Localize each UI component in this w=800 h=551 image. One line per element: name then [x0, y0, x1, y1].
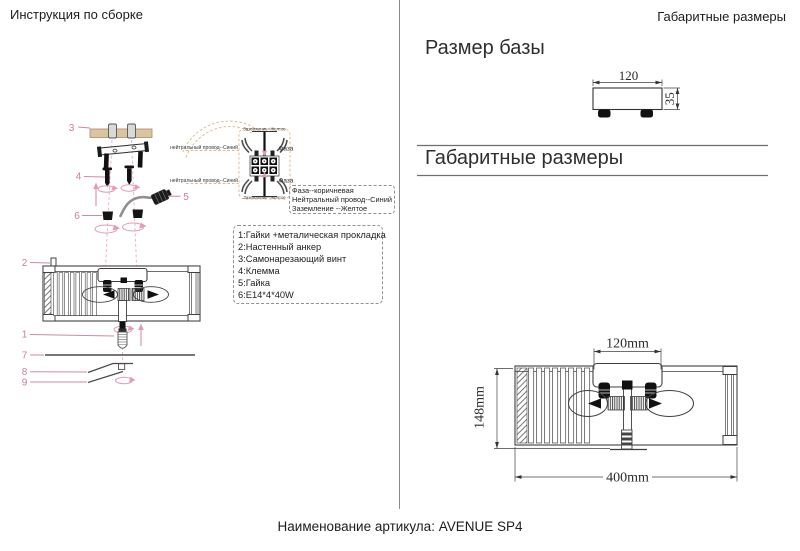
- panel-divider: [399, 0, 400, 509]
- legend-item: Фаза--коричневая: [292, 186, 354, 195]
- parts-list-item: 6:E14*4*40W: [238, 290, 294, 301]
- parts-list: [233, 225, 386, 304]
- parts-list-item: 5:Гайка: [238, 278, 271, 289]
- wall-lamp-drawing: [43, 258, 200, 383]
- ground-label-top: Заземление--Желтое: [243, 126, 286, 132]
- parts-list-item: 1:Гайки +металическая прокладка: [238, 230, 386, 240]
- article-name: Наименование артикула: AVENUE SP4: [277, 519, 523, 534]
- down-arrow-icon: [262, 151, 267, 156]
- fixing-screw: [118, 329, 127, 349]
- parts-list-item: 4:Клемма: [238, 266, 280, 277]
- callout-9: 9: [21, 377, 28, 389]
- right-panel-title: Габаритные размеры: [657, 9, 786, 24]
- left-panel-title: Инструкция по сборке: [10, 7, 143, 22]
- parts-list-item: 2:Настенный анкер: [238, 242, 322, 253]
- base-size-title: Размер базы: [425, 37, 545, 59]
- overall-size-title: Габаритные размеры: [425, 147, 624, 169]
- callout-6: 6: [74, 210, 80, 222]
- mounting-bracket: [97, 141, 149, 170]
- lamp-dimension-drawing: [473, 337, 738, 486]
- wiring-diagram: [170, 121, 294, 200]
- legend-item: Нейтральный провод--Синий: [292, 194, 392, 204]
- screws: [103, 166, 135, 188]
- lamp-height-dim: 148mm: [472, 386, 488, 429]
- base-depth-dim: 35: [662, 92, 677, 106]
- callout-4: 4: [75, 171, 82, 183]
- neutral-label-top: нейтральный провод--Синий: [169, 145, 238, 151]
- callout-8: 8: [21, 367, 28, 378]
- legend-item: Заземление --Желтое: [292, 203, 368, 213]
- callout-7: 7: [21, 350, 28, 362]
- dimensions-diagram: [400, 0, 800, 551]
- bracket-hook: [88, 364, 133, 373]
- bracket-rod: [88, 372, 123, 383]
- callout-1: 1: [21, 329, 28, 341]
- wire-color-legend: [289, 185, 395, 214]
- neutral-label-bottom: нейтральный провод--Синий: [169, 178, 238, 184]
- callout-2: 2: [21, 258, 28, 269]
- phase-label-bottom: Фаза: [278, 177, 294, 185]
- mounting-bar: [90, 124, 152, 138]
- callout-5: 5: [183, 191, 189, 203]
- lamp-width-dim: 400mm: [606, 470, 649, 486]
- parts-list-item: 3:Самонарезающий винт: [238, 254, 347, 265]
- bottom-screw: [622, 430, 633, 449]
- phase-label-top: Фаза: [278, 145, 294, 153]
- ground-label-bottom: Заземление--Желтое: [243, 195, 286, 201]
- callout-3: 3: [68, 122, 75, 134]
- canopy-width-dim: 120mm: [606, 336, 649, 352]
- base-width-dim: 120: [618, 68, 639, 83]
- base-drawing: [593, 68, 680, 118]
